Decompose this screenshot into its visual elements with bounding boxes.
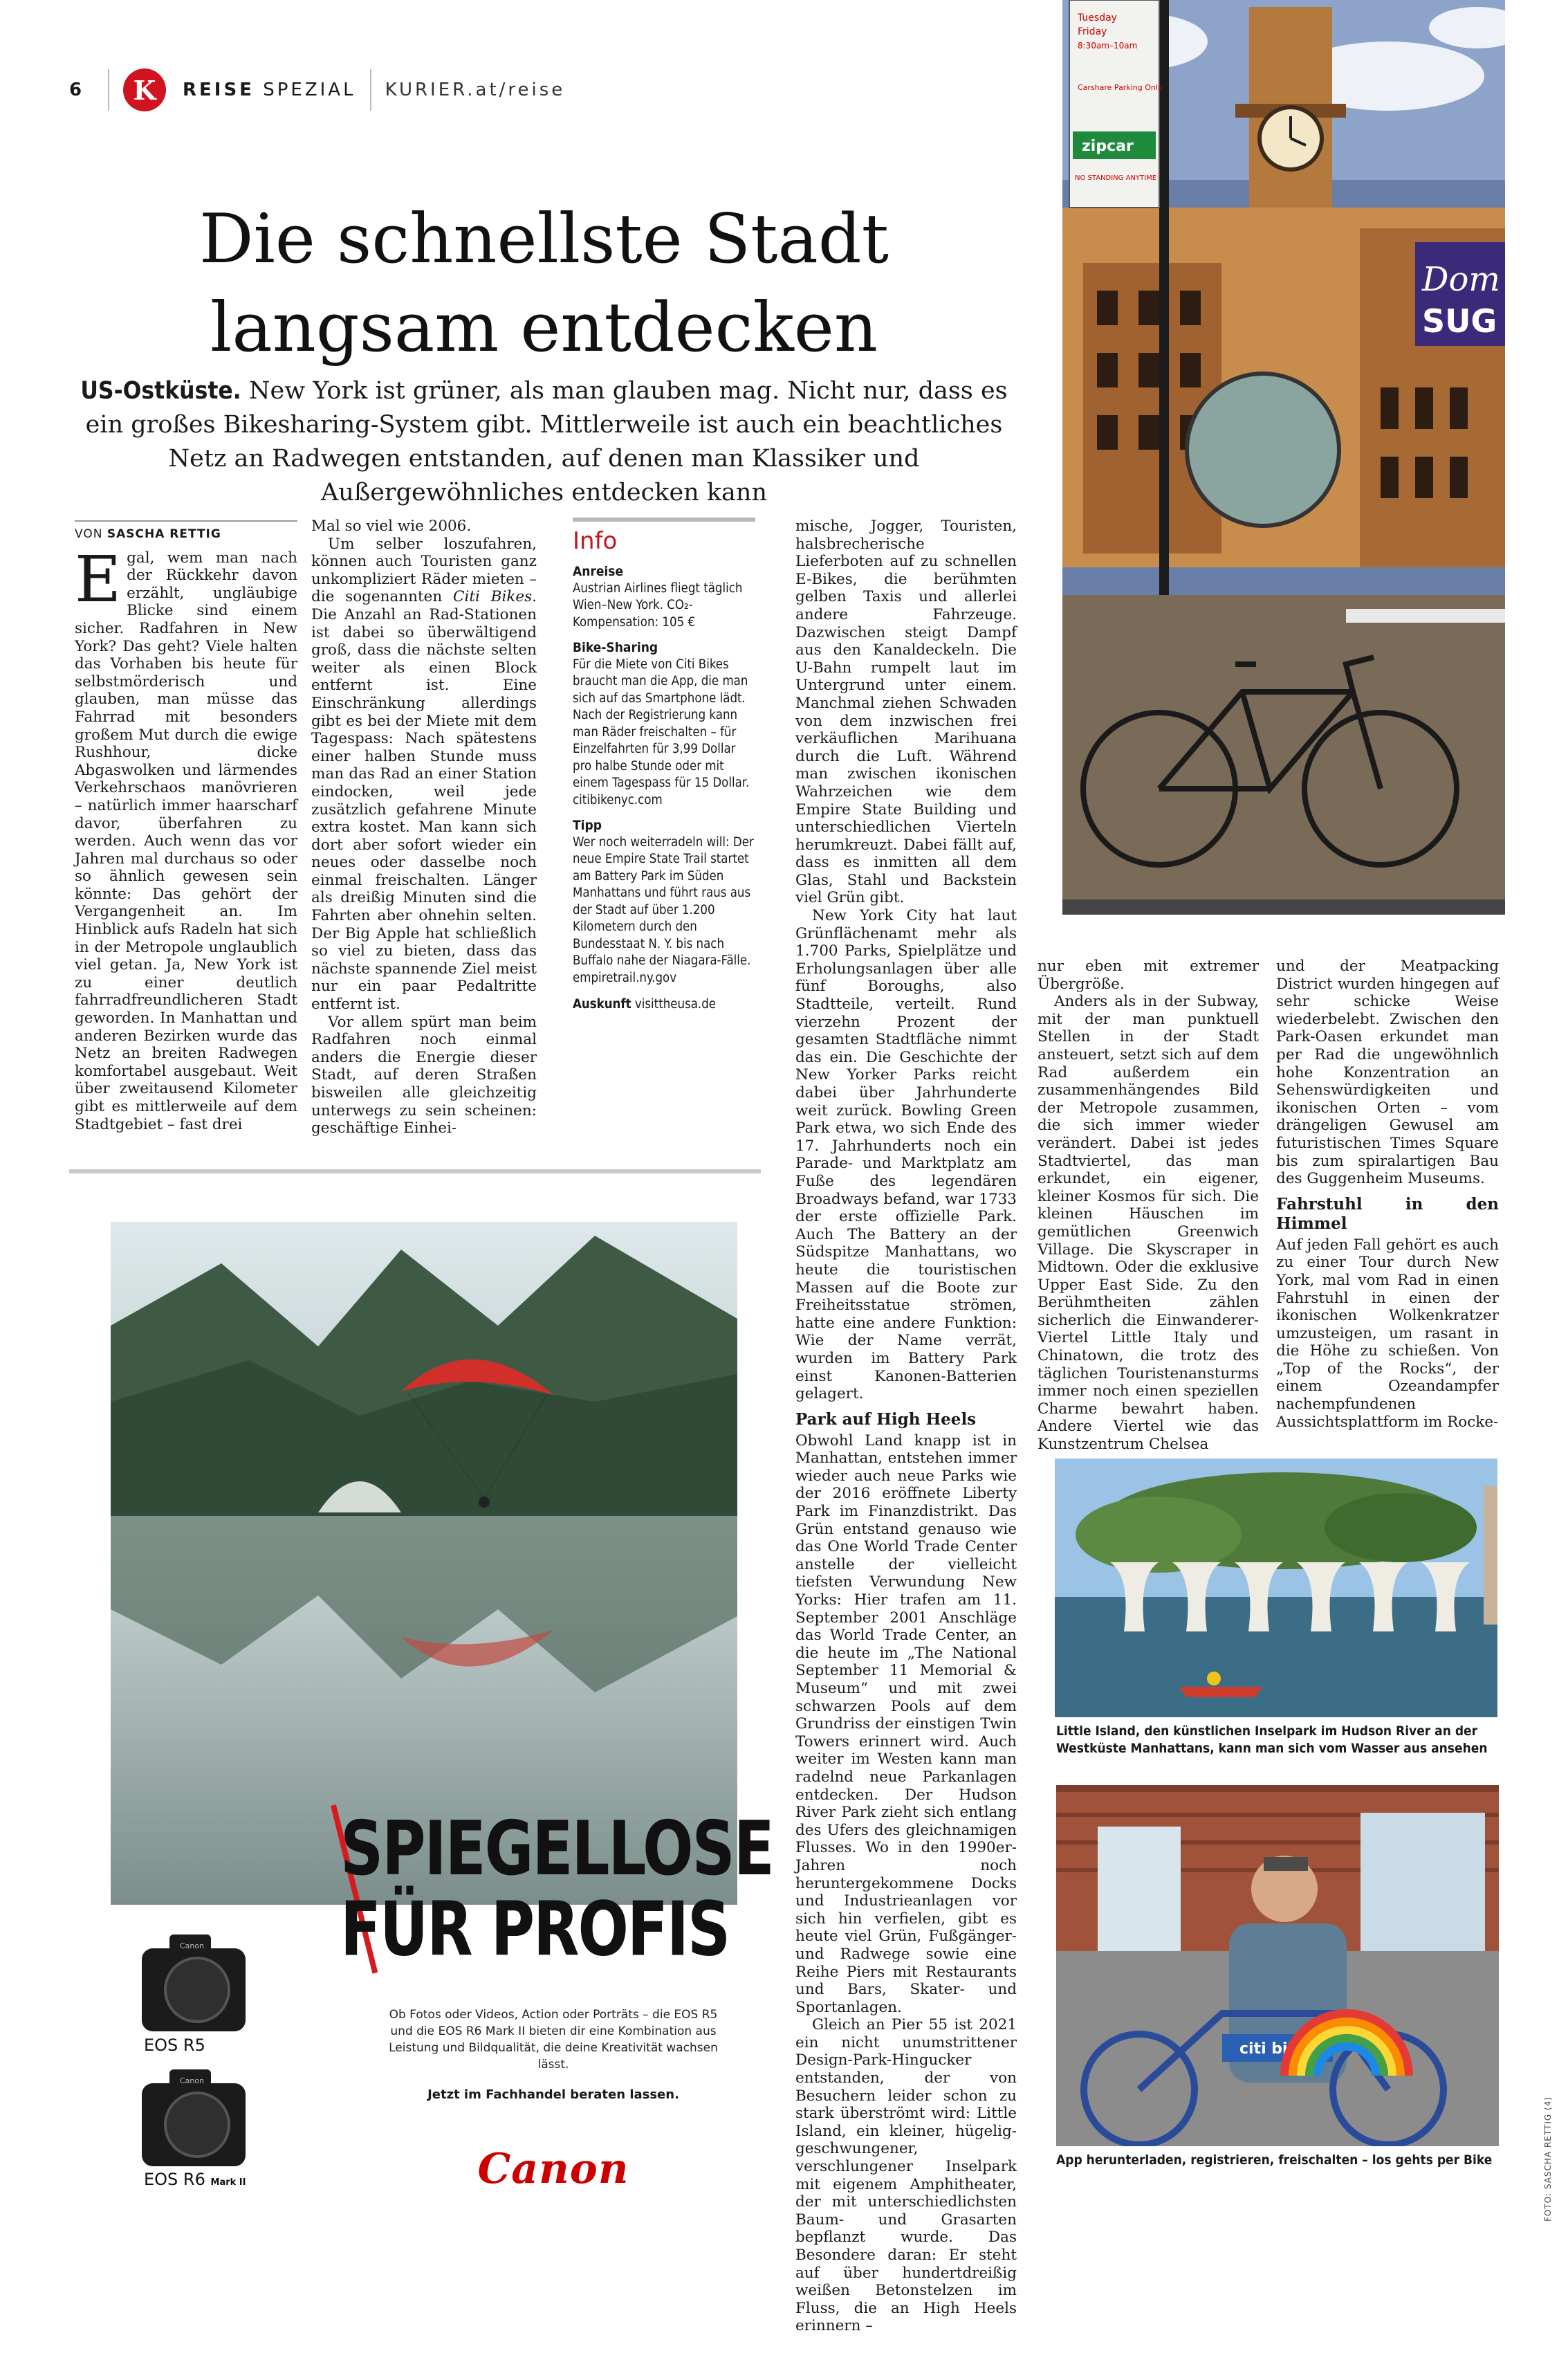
citibike-brand-text: citi bike bbox=[1239, 2040, 1308, 2058]
sign-text-zipcar: zipcar bbox=[1082, 138, 1134, 155]
caption-little-island: Little Island, den künstlichen Inselpark im Hudson River an der Westküste Manhattans, kann man sich vom Wasser aus ansehen bbox=[1056, 1723, 1488, 1756]
sign-text-nostanding: NO STANDING ANYTIME bbox=[1075, 174, 1157, 182]
camera-suffix-r6: Mark II bbox=[210, 2177, 246, 2188]
page-header bbox=[69, 64, 1037, 116]
info-label-tipp: Tipp bbox=[573, 818, 602, 833]
kurier-logo: K bbox=[123, 68, 166, 111]
article-column-4 bbox=[795, 518, 1017, 2335]
info-text-auskunft: visittheusa.de bbox=[634, 997, 717, 1012]
camera-badge-r6: Canon bbox=[180, 2076, 205, 2085]
info-text-bike: Für die Miete von Citi Bikes braucht man die App, die man sich auf das Smartphone lädt. Nach der Registrierung kann man Räder freischalten – für Einzelfahrten für 3,99 Dollar pro halbe Stunde oder mit einem Tagespass für 15 Dollar. citibikenyc.com bbox=[573, 657, 750, 807]
body-paragraph: Obwohl Land knapp ist in Manhattan, entstehen immer wieder auch neue Parks wie der 2016 eröffnete Liberty Park im Finanzdistrikt. Das Grün entstand genauso wie das One World Trade Center anstelle der vielleicht tiefsten Verwundung New Yorks: Hier trafen am 11. September 2001 Anschläge das World Trade Center, an die heute im „The National September 11 Memorial & Museum“ und mit zwei schwarzen Pools auf dem Grundriss der einstigen Twin Towers erinnert wird. Auch weiter im Westen kann man radelnd neue Parkanlagen entdecken. Der Hudson River Park zieht sich entlang des Ufers des gleichnamigen Flusses. Wo in den 1990er-Jahren noch heruntergekommene Docks und Industrieanlagen vor sich hin verfielen, gibt es heute viel Grün, Fußgänger- und Radwege sowie eine Reihe Piers mit Restaurants und Bars, Skater- und Sportanlagen. bbox=[795, 1431, 1017, 2016]
divider bbox=[108, 69, 109, 111]
info-auskunft bbox=[573, 996, 755, 1014]
article-column-6 bbox=[1276, 958, 1499, 1431]
mural-text-sug: SUG bbox=[1422, 302, 1497, 340]
byline-prefix: VON bbox=[75, 527, 103, 541]
body-paragraph: mische, Jogger, Touristen, halsbrecherische Lieferboten auf zu schnellen E-Bikes, die berühmten gelben Taxis und allerlei andere Fahrzeuge. Dazwischen steigt Dampf aus den Kanaldeckeln. Die U-Bahn rumpelt laut im Untergrund unter einem. Manchmal ziehen Schwaden von dem inzwischen frei verkäuflichen Marihuana durch die Luft. Während man zwischen ikonischen Wahrzeichen wie dem Empire State Building und unterschiedlichen Vierteln herumkreuzt. Dabei fällt auf, dass es inmitten all dem Glas, Stahl und Backstein viel Grün gibt. bbox=[795, 518, 1017, 907]
article-column-2 bbox=[311, 518, 537, 1137]
site-url: KURIER.at/reise bbox=[385, 80, 566, 100]
camera-label-r5: EOS R5 bbox=[144, 2036, 205, 2055]
mural-text-dom: Dom bbox=[1422, 260, 1500, 299]
body-paragraph: Mal so viel wie 2006. bbox=[311, 518, 472, 535]
camera-label-r6 bbox=[144, 2170, 246, 2189]
section-rubric bbox=[183, 80, 356, 100]
camera-badge-r5: Canon bbox=[180, 1941, 205, 1950]
info-text-anreise: Austrian Airlines fliegt täglich Wien–New York. CO₂-Kompensation: 105 € bbox=[573, 580, 743, 630]
ad-headline bbox=[340, 1805, 773, 1973]
body-text: Um selber loszufahren, können auch Touristen ganz unkompliziert Räder mieten – die sogenannten bbox=[311, 535, 537, 606]
body-paragraph: Gleich an Pier 55 ist 2021 ein nicht unumstrittener Design-Park-Hingucker entstanden, der von Besuchern leider schon zu stark überströmt wird: Little Island, ein kleiner, hügelig-geschwungener, verschlungener Inselpark mit eigenem Amphitheater, der mit unterschiedlichsten Baum- und Grasarten bepflanzt wurde. Das Besondere daran: Er steht auf über hundertdreißig weißen Betonstelzen im Fluss, die an High Heels erinnern – bbox=[795, 2016, 1017, 2335]
article-lead bbox=[69, 374, 1019, 510]
ad-copy: Ob Fotos oder Videos, Action oder Porträts – die EOS R5 und die EOS R6 Mark II bieten dir eine Kombination aus Leistung und Bildqualität, die deine Kreativität wachsen lässt. bbox=[389, 2008, 718, 2071]
info-label-anreise: Anreise bbox=[573, 564, 624, 579]
mural-illustration bbox=[1062, 0, 1505, 915]
rubric-bold: REISE bbox=[183, 80, 255, 100]
subheading: Park auf High Heels bbox=[795, 1409, 977, 1429]
ad-headline-line-2: FÜR PROFIS bbox=[340, 1886, 730, 1973]
article-column-5 bbox=[1037, 958, 1259, 1454]
divider bbox=[370, 69, 371, 111]
body-paragraph: Anders als in der Subway, mit der man punktuell Stellen in der Stadt ansteuert, setzt sich auf dem Rad außerdem ein zusammenhängendes Bild der Metropole zusammen, die sich immer wieder verändert. Dabei ist jedes Stadtviertel, das man erkundet, ein eigener, kleiner Kosmos für sich. Die kleinen Häuschen im gemütlichen Greenwich Village. Die Skyscraper in Midtown. Oder die exklusive Upper East Side. Zu den Berühmtheiten zählen sicherlich die Einwanderer-Viertel Little Italy und Chinatown, die trotz des täglichen Touristenansturms immer noch einen speziellen Charme bewahrt haben. Andere Viertel wie das Kunstzentrum Chelsea bbox=[1037, 993, 1259, 1454]
drop-cap: E bbox=[75, 542, 122, 616]
citibike-illustration bbox=[1056, 1785, 1499, 2146]
headline-line-1: Die schnellste Stadt bbox=[199, 200, 889, 279]
body-paragraph: Vor allem spürt man beim Radfahren noch einmal anders die Energie dieser Stadt, auf deren Straßen bisweilen alle gleichzeitig unterwegs zu sein scheinen: geschäftige Einhei- bbox=[311, 1013, 537, 1137]
lead-kicker: US-Ostküste. bbox=[80, 377, 241, 405]
ad-divider bbox=[69, 1169, 761, 1173]
body-paragraph bbox=[75, 542, 297, 1134]
subheading: Fahrstuhl in den Himmel bbox=[1276, 1194, 1499, 1233]
body-paragraph: New York City hat laut Grünflächenamt mehr als 1.700 Parks, Spielplätze und Erholungsanlagen über alle fünf Boroughs, also Stadtteile, verteilt. Rund vierzehn Prozent der gesamten Stadtfläche nimmt das ein. Die Geschichte der New Yorker Parks reicht dabei über Jahrhunderte weit zurück. Bowling Green Park etwa, wo sich Ende des 17. Jahrhunderts noch ein Parade- und Marktplatz am Fuße des legendären Broadways befand, war 1733 der erste offizielle Park. Auch The Battery an der Südspitze Manhattans, wo heute die touristischen Massen auf die Boote zur Freiheitsstatue strömen, hatte eine andere Funktion: Wie der Name verrät, wurden im Battery Park einst Kanonen-Batterien gelagert. bbox=[795, 907, 1017, 1403]
info-text-tipp: Wer noch weiterradeln will: Der neue Empire State Trail startet am Battery Park im Süden Manhattans und führt raus aus der Stadt auf über 1.200 Kilometern durch den Bundesstaat N. Y. bis nach Buffalo nahe der Niagara-Fälle. empiretrail.ny.gov bbox=[573, 834, 754, 985]
byline bbox=[75, 520, 297, 544]
photo-credit: FOTO: SASCHA RETTIG (4) bbox=[1543, 2096, 1553, 2222]
sign-text-carshare: Carshare Parking Only bbox=[1078, 83, 1163, 92]
sign-text-tuesday: Tuesday bbox=[1078, 12, 1117, 24]
body-text: gal, wem man nach der Rückkehr davon erzählt, ungläubige Blicke sind einem sicher. Radfahren in New York? Das geht? Viele halten das Vorhaben bis heute für selbstmörderisch und glauben, man müsse das Fahrrad mit besonders großem Mut durch die ewige Rushhour, dicke Abgaswolken und lärmendes Verkehrschaos manövrieren – natürlich immer haarscharf davor, überfahren zu werden. Auch wenn das vor Jahren mal durchaus so oder so ähnlich gewesen sein könnte: Das gehört der Vergangenheit an. Im Hinblick aufs Radeln hat sich in der Metropole unglaublich viel getan. Ja, New York ist zu einer deutlich fahrradfreundlicheren Stadt geworden. In Manhattan und anderen Bezirken wurde das Netz an breiten Radwegen komfortabel ausgebaut. Weit über zweitausend Kilometer gibt es mittlerweile auf dem Stadtgebiet – fast drei bbox=[75, 549, 297, 1133]
byline-author: SASCHA RETTIG bbox=[107, 527, 221, 541]
camera-eos-r6 bbox=[142, 2069, 246, 2166]
headline-line-2: langsam entdecken bbox=[210, 289, 878, 367]
article-column-1 bbox=[75, 520, 297, 1133]
body-paragraph: nur eben mit extremer Übergröße. bbox=[1037, 958, 1259, 993]
body-paragraph bbox=[311, 536, 537, 1014]
mural-bike-photo bbox=[1062, 0, 1505, 915]
info-label-auskunft: Auskunft bbox=[573, 997, 631, 1012]
lead-text: New York ist grüner, als man glauben mag. Nicht nur, dass es ein großes Bikesharing-System gibt. Mittlerweile ist auch ein beachtliches Netz an Radwegen entstanden, auf denen man Klassiker und Außergewöhnliches entdecken kann bbox=[85, 377, 1008, 506]
body-paragraph: und der Meatpacking District wurden hingegen auf sehr schicke Weise wiederbelebt. Zwischen den Park-Oasen erkundet man per Rad die ungewöhnlich hohe Konzentration an Sehenswürdigkeiten und ikonischen Orten – vom drängeligen Gewusel am futuristischen Times Square bis zum spiralartigen Bau des Guggenheim Museums. bbox=[1276, 958, 1499, 1188]
article-headline bbox=[69, 195, 1019, 372]
info-label-bike: Bike-Sharing bbox=[573, 640, 658, 655]
info-box bbox=[573, 518, 755, 1014]
sign-text-time: 8:30am–10am bbox=[1078, 41, 1138, 51]
citibike-photo bbox=[1056, 1785, 1499, 2146]
little-island-illustration bbox=[1055, 1458, 1497, 1717]
body-text: . Die Anzahl an Rad-Stationen ist dabei so überwältigend groß, dass die nächste selten weiter als einen Block entfernt ist. Eine Einschränkung allerdings gibt es bei der Miete mit dem Tagespass: Nach spätestens einer halben Stunde muss man das Rad an einer Station eindocken, weil jede zusätzlich gefahrene Minute extra kostet. Man kann sich dort aber sofort wieder ein neues oder dasselbe noch einmal freischalten. Länger als dreißig Minuten sind die Fahrten aber ohnehin selten. Der Big Apple hat schließlich so viel zu bieten, dass das nächste spannende Ziel meist nur ein paar Pedaltritte entfernt ist. bbox=[311, 588, 537, 1014]
page-number: 6 bbox=[69, 80, 82, 100]
little-island-photo bbox=[1055, 1458, 1497, 1717]
camera-eos-r5 bbox=[142, 1934, 246, 2031]
camera-name-r6: EOS R6 bbox=[144, 2170, 205, 2189]
canon-logo: Canon bbox=[477, 2145, 629, 2193]
caption-citibike: App herunterladen, registrieren, freischalten – los gehts per Bike bbox=[1056, 2152, 1493, 2168]
ad-cta: Jetzt im Fachhandel beraten lassen. bbox=[427, 2087, 679, 2102]
ad-headline-line-1: SPIEGELLOSE bbox=[340, 1805, 773, 1892]
body-paragraph: Auf jeden Fall gehört es auch zu einer Tour durch New York, mal vom Rad in einen Fahrstuhl in einen der ikonischen Wolkenkratzer umzusteigen, um rasant in die Höhe zu schießen. Von „Top of the Rocks“, der einem Ozeandampfer nachempfundenen Aussichtsplattform im Rocke- bbox=[1276, 1236, 1499, 1431]
body-emphasis: Citi Bikes bbox=[453, 588, 533, 606]
info-title: Info bbox=[573, 527, 618, 555]
rubric-light: SPEZIAL bbox=[263, 80, 356, 100]
sign-text-friday: Friday bbox=[1078, 26, 1107, 37]
